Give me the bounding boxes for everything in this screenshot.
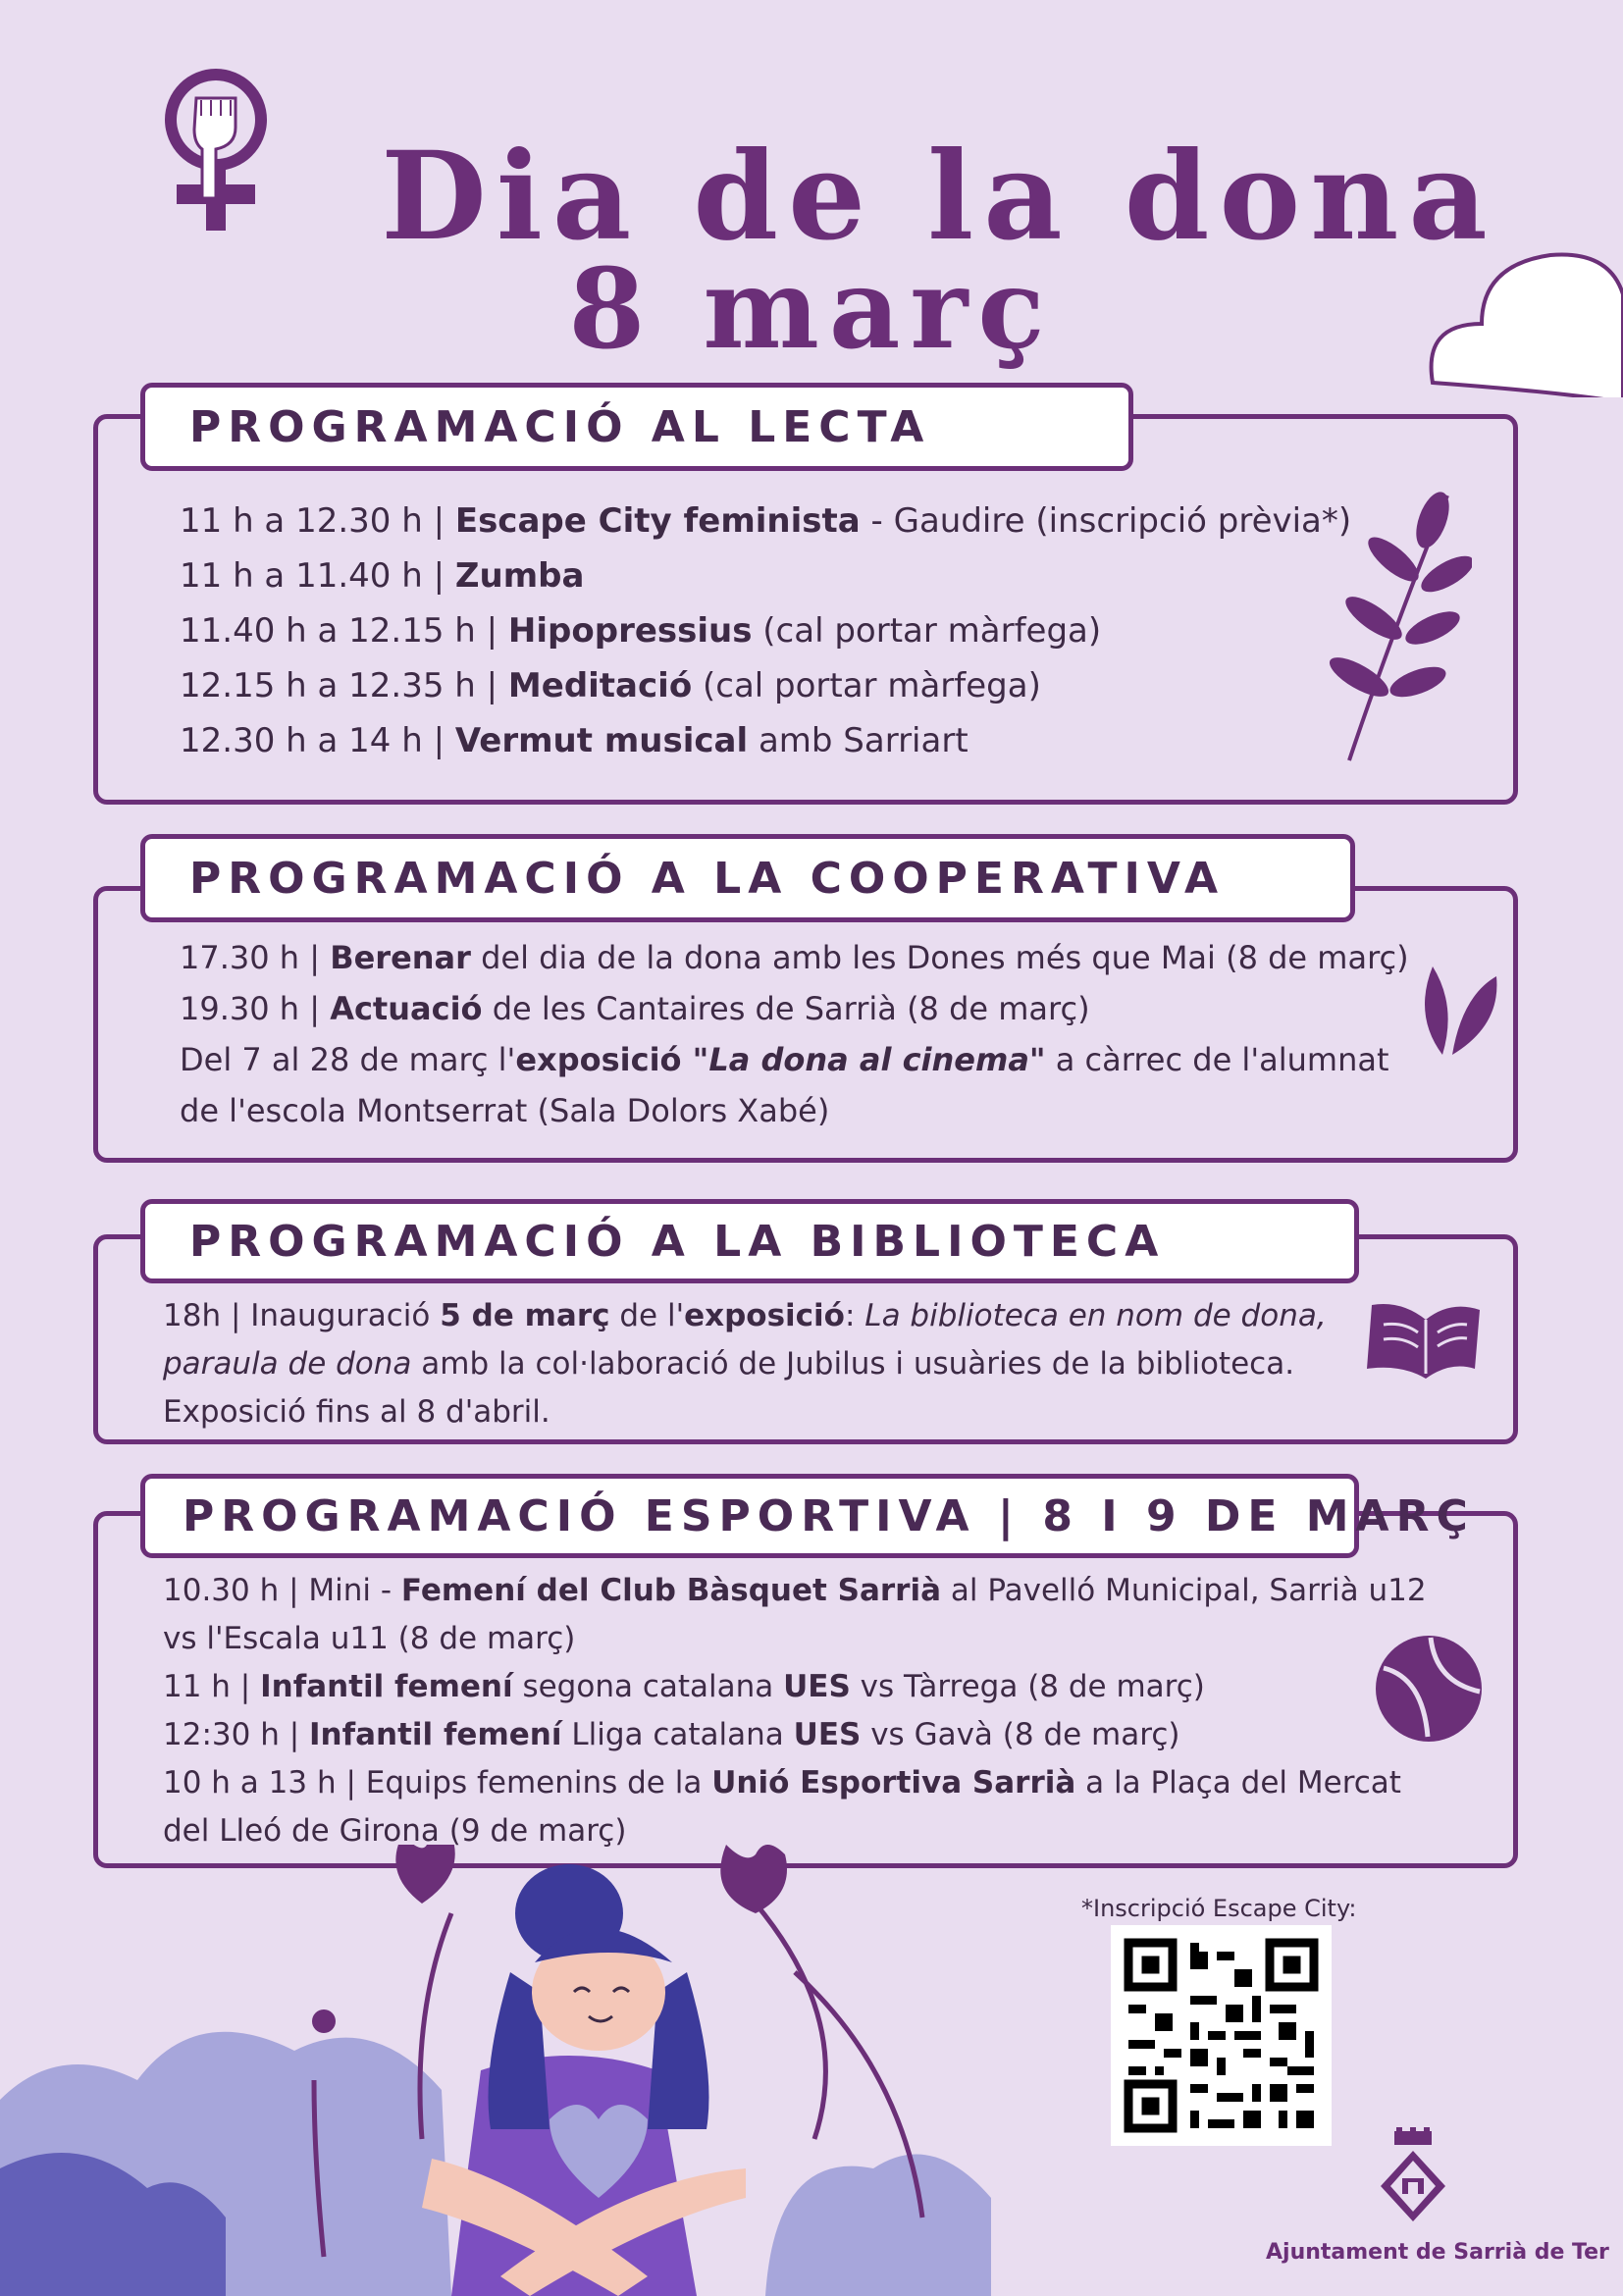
- list-item: de l'escola Montserrat (Sala Dolors Xabé): [180, 1092, 830, 1129]
- escape-city-qr-code[interactable]: [1111, 1925, 1332, 2146]
- list-item: 10 h a 13 h | Equips femenins de la Unió Esportiva Sarrià a la Plaça del Mercat: [163, 1765, 1401, 1800]
- cooperativa-heading: PROGRAMACIÓ A LA COOPERATIVA: [140, 834, 1355, 922]
- list-item: vs l'Escala u11 (8 de març): [163, 1621, 576, 1656]
- list-item: 19.30 h | Actuació de les Cantaires de Sarrià (8 de març): [180, 990, 1090, 1027]
- lecta-heading: PROGRAMACIÓ AL LECTA: [140, 383, 1133, 471]
- leaves-icon: [1413, 952, 1501, 1060]
- woman-hugging-illustration: [0, 1845, 1079, 2296]
- list-item: 11 h | Infantil femení segona catalana UES vs Tàrrega (8 de març): [163, 1669, 1205, 1704]
- cooperativa-schedule: [180, 932, 1409, 1136]
- list-item: 17.30 h | Berenar del dia de la dona amb les Dones més que Mai (8 de març): [180, 939, 1409, 976]
- book-icon: [1364, 1295, 1487, 1383]
- list-item: paraula de dona amb la col·laboració de Jubilus i usuàries de la biblioteca.: [163, 1346, 1295, 1382]
- page-subtitle-date: 8 març: [568, 245, 1055, 374]
- list-item: 18h | Inauguració 5 de març de l'exposició: La biblioteca en nom de dona,: [163, 1298, 1327, 1333]
- lecta-schedule: [180, 494, 1351, 768]
- council-coat-of-arms-icon: [1379, 2127, 1447, 2235]
- biblioteca-heading: PROGRAMACIÓ A LA BIBLIOTECA: [140, 1199, 1359, 1283]
- list-item: 11 h a 12.30 h | Escape City feminista - Gaudire (inscripció prèvia*): [180, 501, 1352, 541]
- list-item: 12.30 h a 14 h | Vermut musical amb Sarriart: [180, 721, 969, 760]
- list-item: del Lleó de Girona (9 de març): [163, 1813, 627, 1849]
- leaf-branch-icon: [1325, 491, 1472, 765]
- esportiva-schedule: [163, 1567, 1427, 1855]
- cloud-icon: [1423, 226, 1623, 397]
- page-title: Dia de la dona: [381, 126, 1497, 268]
- qr-label: *Inscripció Escape City:: [1081, 1895, 1357, 1922]
- list-item: 10.30 h | Mini - Femení del Club Bàsquet Sarrià al Pavelló Municipal, Sarrià u12: [163, 1573, 1427, 1608]
- list-item: 11 h a 11.40 h | Zumba: [180, 556, 585, 596]
- list-item: 12.15 h a 12.35 h | Meditació (cal portar màrfega): [180, 666, 1041, 705]
- qr-code-icon: [1111, 1925, 1332, 2146]
- esportiva-heading: PROGRAMACIÓ ESPORTIVA | 8 I 9 DE MARÇ: [140, 1474, 1359, 1558]
- list-item: 11.40 h a 12.15 h | Hipopressius (cal portar màrfega): [180, 611, 1102, 651]
- tennis-ball-icon: [1374, 1634, 1484, 1744]
- biblioteca-schedule: [163, 1292, 1327, 1436]
- list-item: 12:30 h | Infantil femení Lliga catalana UES vs Gavà (8 de març): [163, 1717, 1180, 1752]
- list-item: Exposició fins al 8 d'abril.: [163, 1394, 550, 1430]
- council-name: Ajuntament de Sarrià de Ter: [1266, 2240, 1609, 2265]
- list-item: Del 7 al 28 de març l'exposició "La dona al cinema" a càrrec de l'alumnat: [180, 1041, 1389, 1078]
